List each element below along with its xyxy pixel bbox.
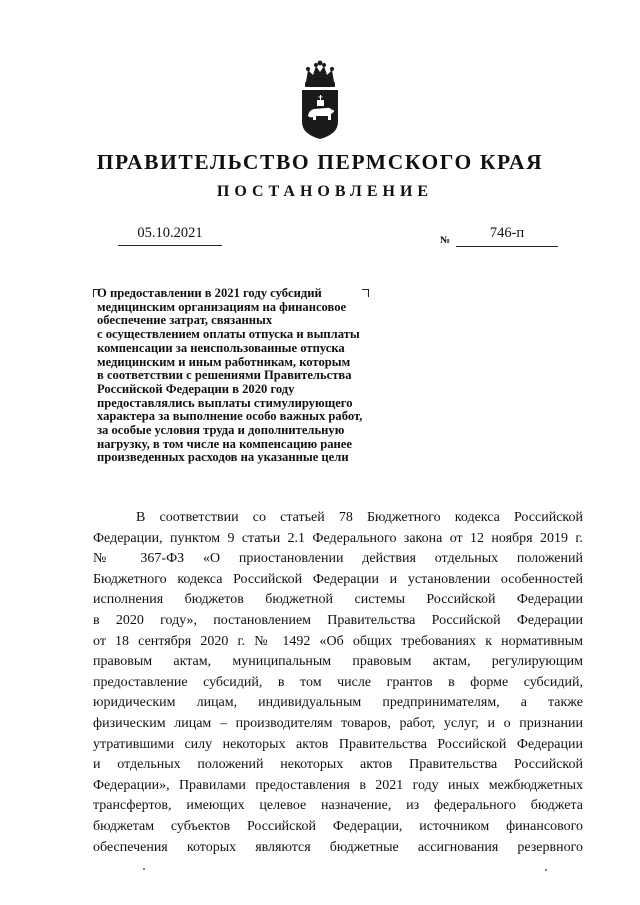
subject-line: в соответствии с решениями Правительства <box>97 368 352 383</box>
scan-speck <box>545 869 547 871</box>
document-date: 05.10.2021 <box>137 225 203 241</box>
body-line: утратившими силу некоторых актов Правительства Российской Федерации <box>93 736 583 752</box>
body-line: трансфертов, имеющих целевое назначение, из федерального бюджета <box>93 798 583 814</box>
organization-title: ПРАВИТЕЛЬСТВО ПЕРМСКОГО КРАЯ <box>96 150 544 174</box>
body-line: исполнения бюджетов бюджетной системы Российской Федерации <box>93 592 583 608</box>
number-underline <box>456 246 558 247</box>
number-sign: № <box>440 235 451 246</box>
subject-line: О предоставлении в 2021 году субсидий <box>97 286 322 300</box>
body-line: юридическим лицам, индивидуальным предпринимателям, а также <box>93 695 583 711</box>
subject-line: медицинским организациям на финансовое <box>97 299 347 314</box>
body-line: Федерации, пунктом 9 статьи 2.1 Федерального закона от 12 ноября 2019 г. <box>93 530 583 546</box>
subject-line: компенсации за неиспользованные отпуска <box>97 340 345 355</box>
body-line: обеспечения которых являются бюджетные ассигнования резервного <box>93 839 583 855</box>
body-line: Федерации», Правилами предоставления в 2021 году иных межбюджетных <box>93 777 583 793</box>
subject-line: с осуществлением оплаты отпуска и выплаты <box>97 327 360 342</box>
subject-line: предоставлялись выплаты стимулирующего <box>97 395 353 410</box>
subject-line: медицинским и иным работникам, которым <box>97 354 351 369</box>
body-line: правовым актам, муниципальным правовым актам, регулирующим <box>93 654 583 670</box>
document-type-heading: ПОСТАНОВЛЕНИЕ <box>216 183 434 200</box>
body-line: бюджетам субъектов Российской Федерации, источником финансового <box>93 818 583 834</box>
body-line: и отдельных положений некоторых актов Правительства Российской <box>93 757 583 773</box>
body-line: в 2020 году», постановлением Правительства Российской Федерации <box>93 612 583 628</box>
document-subject <box>97 287 437 465</box>
subject-line: произведенных расходов на указанные цели <box>97 450 349 465</box>
perm-krai-coat-of-arms-icon <box>296 60 344 140</box>
body-line: физическим лицам – производителям товаров, работ, услуг, и о признании <box>93 715 583 731</box>
subject-line: за особые условия труда и дополнительную <box>97 423 345 438</box>
subject-line: Российской Федерации в 2020 году <box>97 381 295 396</box>
document-number: 746-п <box>489 225 525 241</box>
subject-line: характера за выполнение особо важных работ, <box>97 409 363 424</box>
body-line: Бюджетного кодекса Российской Федерации и установлении особенностей <box>93 571 583 587</box>
scan-speck <box>143 868 145 870</box>
subject-line: нагрузку, в том числе на компенсацию ранее <box>97 436 352 451</box>
body-line: № 367-ФЗ «О приостановлении действия отдельных положений <box>93 551 583 567</box>
body-line: от 18 сентября 2020 г. № 1492 «Об общих требованиях к нормативным <box>93 633 583 649</box>
document-body <box>93 508 583 858</box>
body-line: предоставление субсидий, в том числе грантов в форме субсидий, <box>93 674 583 690</box>
date-underline <box>118 245 222 246</box>
coat-of-arms-icon <box>296 60 344 140</box>
body-line: В соответствии со статьей 78 Бюджетного кодекса Российской <box>136 510 583 525</box>
subject-line: обеспечение затрат, связанных <box>97 313 273 328</box>
date-field <box>118 224 222 246</box>
